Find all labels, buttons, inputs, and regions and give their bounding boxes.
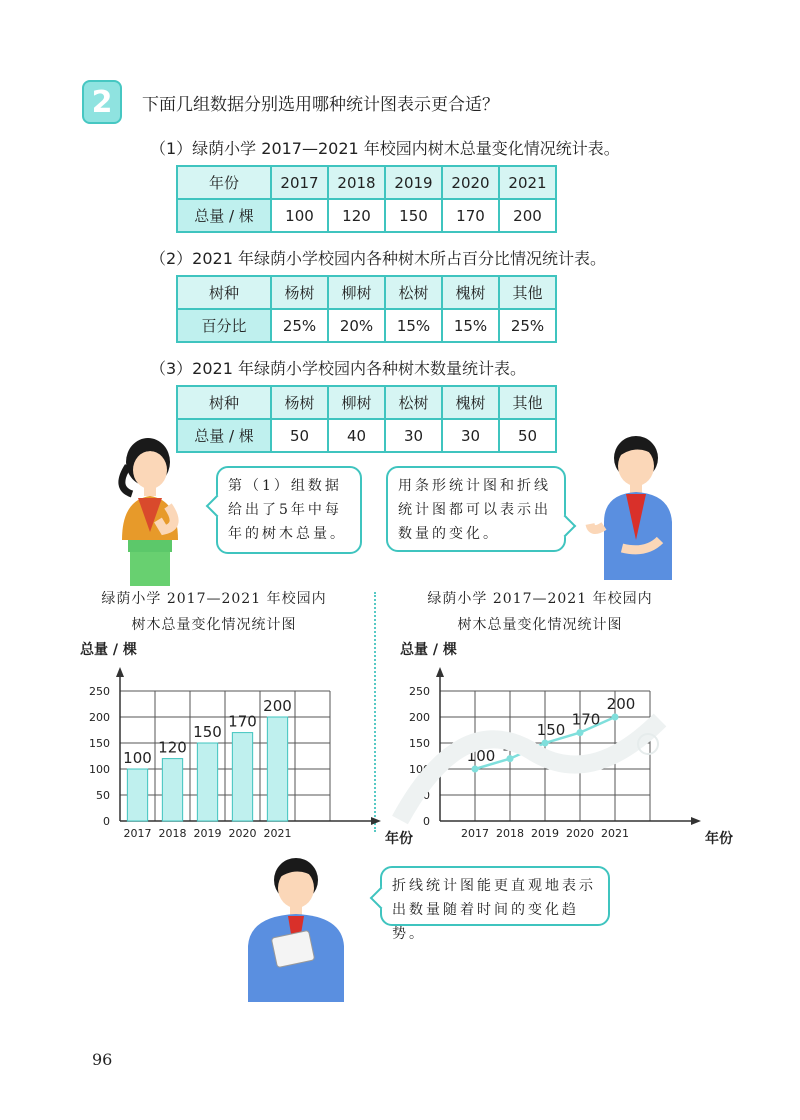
x-tick-label: 2018 [158, 827, 187, 840]
table-cell: 25% [499, 309, 556, 342]
data-label: 120 [501, 736, 531, 755]
y-tick-label: 200 [409, 711, 430, 724]
data-label: 100 [123, 749, 152, 767]
table-cell: 柳树 [328, 386, 385, 419]
y-tick-label: 150 [89, 737, 110, 750]
girl-illustration [108, 436, 194, 586]
bar-chart-title-line-1: 绿荫小学 2017—2021 年校园内 [101, 591, 327, 607]
bar [127, 769, 147, 821]
chart-divider [374, 592, 376, 832]
table-cell: 50 [271, 419, 328, 452]
x-tick-label: 2018 [496, 827, 524, 840]
watermark-logo [380, 690, 680, 840]
table-cell: 150 [385, 199, 442, 232]
data-table [176, 275, 557, 343]
data-label: 150 [536, 721, 566, 739]
x-axis-label: 年份 [385, 831, 413, 847]
bar [197, 743, 217, 821]
bar [162, 759, 182, 821]
boy-illustration [590, 430, 690, 580]
bar-chart [60, 636, 413, 856]
x-tick-label: 2017 [123, 827, 152, 840]
speech-bubble-girl [216, 466, 362, 554]
bar [232, 733, 252, 821]
table-cell: 100 [271, 199, 328, 232]
y-tick-label: 100 [409, 763, 430, 776]
speech-bubble-boy [386, 466, 566, 552]
data-label: 120 [158, 738, 187, 757]
data-table [176, 385, 557, 453]
table-cell: 20% [328, 309, 385, 342]
bubble-text: 用条形统计图和折线统计图都可以表示出数量的变化。 [398, 478, 551, 542]
table-cell: 年份 [177, 166, 271, 199]
table-cell: 50 [499, 419, 556, 452]
table-cell: 200 [499, 199, 556, 232]
data-label: 170 [228, 712, 257, 731]
table-cell: 松树 [385, 386, 442, 419]
y-tick-label: 50 [416, 789, 430, 802]
question-number: 2 [91, 84, 113, 120]
table-cell: 25% [271, 309, 328, 342]
table-cell: 槐树 [442, 386, 499, 419]
table-cell: 15% [385, 309, 442, 342]
bar-chart-title-line-2: 树木总量变化情况统计图 [131, 617, 297, 633]
table-caption: （1）绿荫小学 2017—2021 年校园内树木总量变化情况统计表。 [150, 139, 620, 158]
speech-bubble-boy-2 [380, 866, 610, 942]
table-cell: 170 [442, 199, 499, 232]
table-caption: （2）2021 年绿荫小学校园内各种树木所占百分比情况统计表。 [150, 249, 606, 268]
data-label: 100 [466, 747, 496, 765]
y-tick-label: 50 [96, 789, 110, 802]
x-tick-label: 2019 [531, 827, 559, 840]
table-cell: 槐树 [442, 276, 499, 309]
table-cell: 杨树 [271, 386, 328, 419]
data-label: 200 [263, 697, 292, 715]
x-tick-label: 2021 [263, 827, 292, 840]
table-caption: （3）2021 年绿荫小学校园内各种树木数量统计表。 [150, 359, 526, 378]
y-tick-label: 150 [409, 737, 430, 750]
y-axis-arrow [436, 667, 444, 677]
line-chart-title-line-1: 绿荫小学 2017—2021 年校园内 [427, 591, 653, 607]
y-tick-label: 0 [103, 815, 110, 828]
line-chart-title-line-2: 树木总量变化情况统计图 [457, 617, 623, 633]
table-cell: 2018 [328, 166, 385, 199]
table-cell: 树种 [177, 276, 271, 309]
table-cell: 30 [385, 419, 442, 452]
table-cell: 2019 [385, 166, 442, 199]
question-number-badge [82, 80, 122, 124]
bar [267, 717, 287, 821]
table-cell: 40 [328, 419, 385, 452]
y-axis-arrow [116, 667, 124, 677]
y-tick-label: 250 [409, 685, 430, 698]
y-axis-label: 总量 / 棵 [80, 642, 137, 658]
y-tick-label: 0 [423, 815, 430, 828]
y-tick-label: 200 [89, 711, 110, 724]
page-number: 96 [92, 1050, 113, 1069]
bubble-text: 折线统计图能更直观地表示出数量随着时间的变化趋势。 [392, 878, 596, 942]
question-text: 下面几组数据分别选用哪种统计图表示更合适？ [142, 95, 499, 115]
table-cell: 松树 [385, 276, 442, 309]
table-cell: 柳树 [328, 276, 385, 309]
table-cell: 百分比 [177, 309, 271, 342]
data-label: 150 [193, 723, 222, 741]
boy-reading-illustration [238, 852, 358, 1002]
x-tick-label: 2020 [566, 827, 594, 840]
table-cell: 杨树 [271, 276, 328, 309]
x-axis-label: 年份 [705, 831, 733, 847]
table-cell: 树种 [177, 386, 271, 419]
x-tick-label: 2019 [193, 827, 222, 840]
y-axis-label: 总量 / 棵 [400, 642, 457, 658]
table-cell: 30 [442, 419, 499, 452]
x-tick-label: 2020 [228, 827, 257, 840]
table-cell: 总量 / 棵 [177, 199, 271, 232]
table-cell: 15% [442, 309, 499, 342]
table-cell: 2017 [271, 166, 328, 199]
data-table [176, 165, 557, 233]
table-cell: 2021 [499, 166, 556, 199]
y-tick-label: 250 [89, 685, 110, 698]
table-cell: 其他 [499, 276, 556, 309]
table-cell: 总量 / 棵 [177, 419, 271, 452]
y-tick-label: 100 [89, 763, 110, 776]
data-label: 200 [606, 695, 636, 713]
table-cell: 其他 [499, 386, 556, 419]
x-tick-label: 2017 [461, 827, 489, 840]
bubble-text: 第（1）组数据给出了5年中每年的树木总量。 [228, 478, 347, 542]
x-axis-arrow [691, 817, 701, 825]
x-tick-label: 2021 [601, 827, 629, 840]
data-label: 170 [571, 710, 601, 729]
table-cell: 2020 [442, 166, 499, 199]
table-cell: 120 [328, 199, 385, 232]
